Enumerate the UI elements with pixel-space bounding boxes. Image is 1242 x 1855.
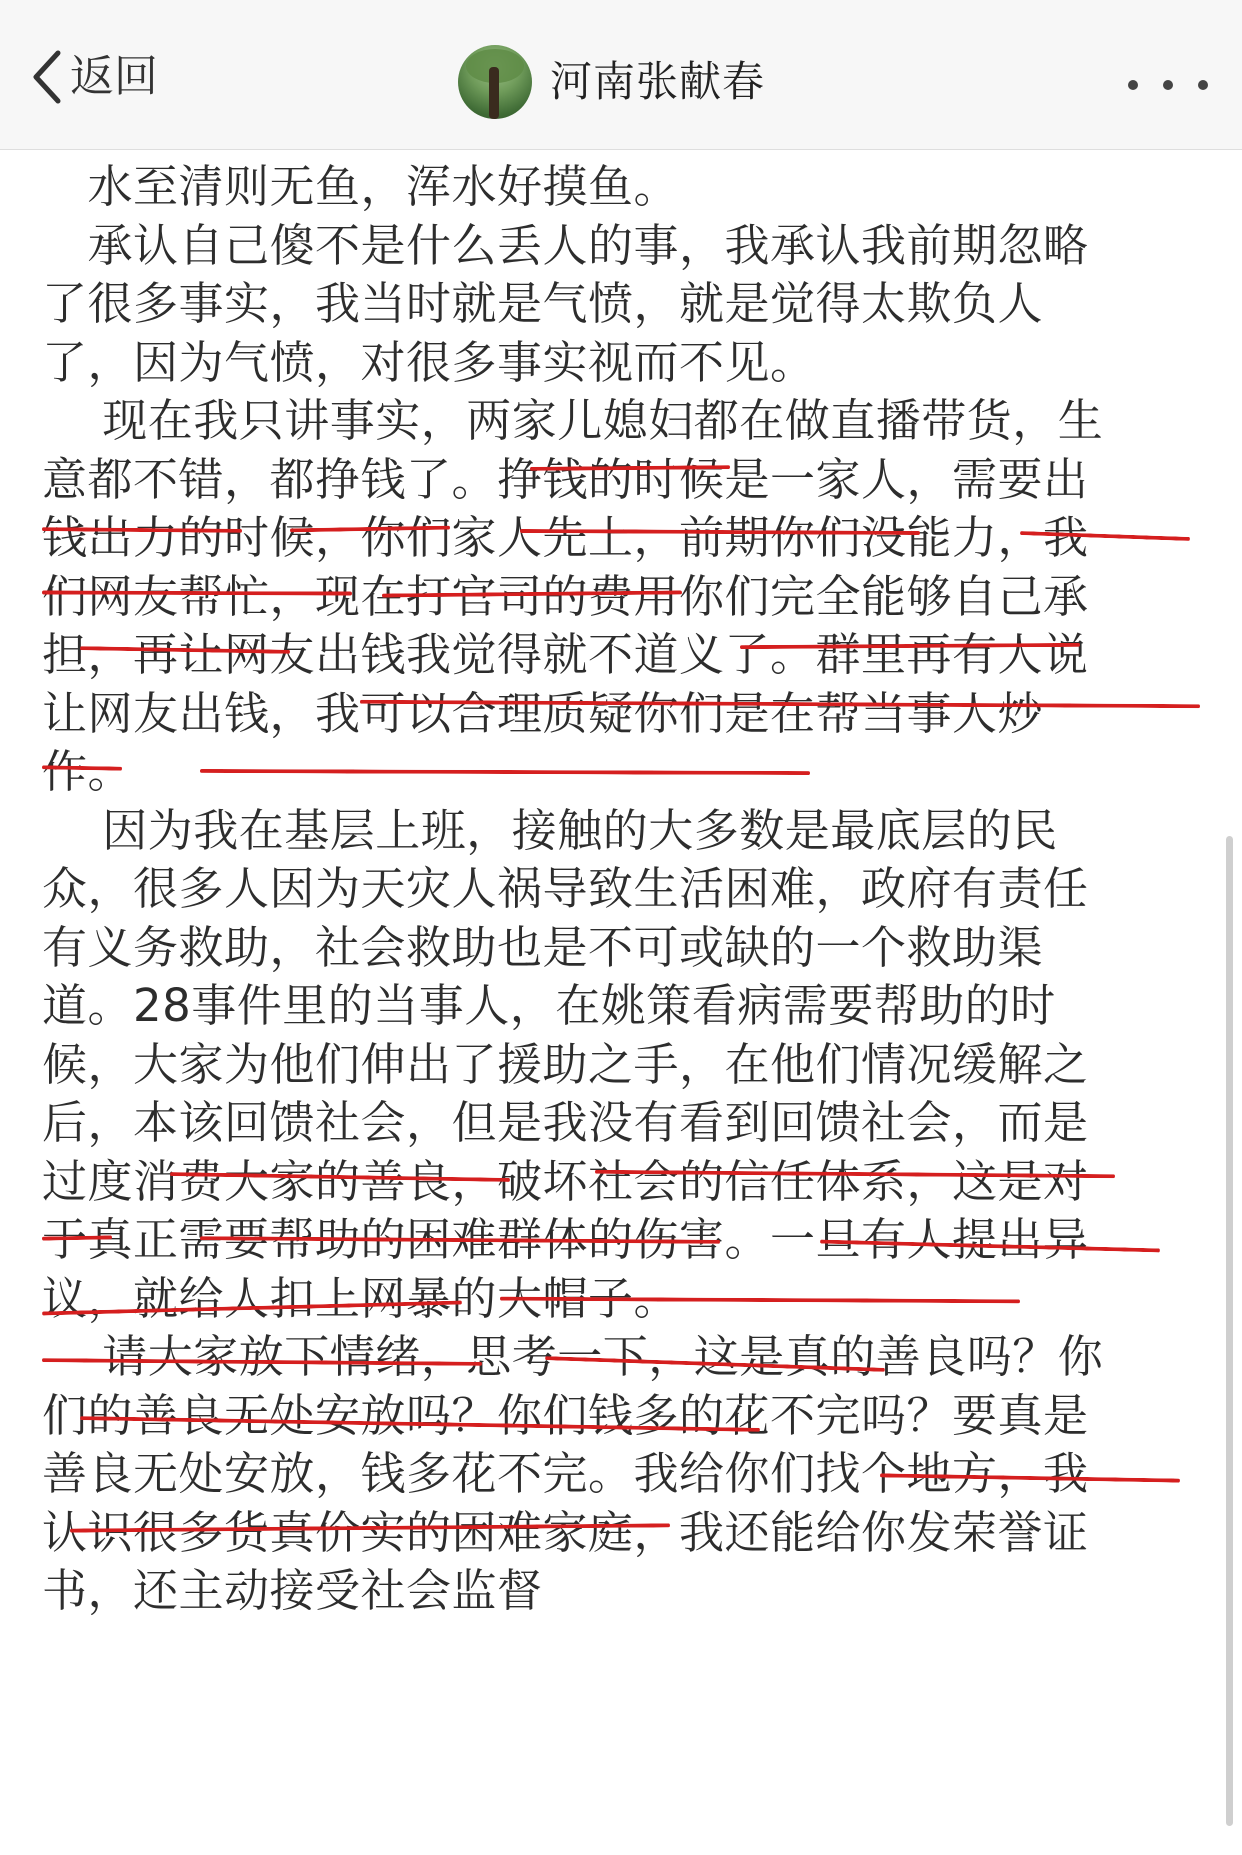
- article-body: [42, 158, 1182, 1621]
- back-button[interactable]: [30, 42, 158, 112]
- text-line: 善良无处安放，钱多花不完。我给你们找个地方，我: [42, 1447, 1089, 1500]
- avatar[interactable]: [458, 45, 532, 119]
- nav-header: [0, 0, 1242, 150]
- scrollbar[interactable]: [1226, 836, 1233, 1826]
- text-line: 承认自己傻不是什么丢人的事，我承认我前期忽略: [42, 218, 1089, 272]
- text-line: 了很多事实，我当时就是气愤，就是觉得太欺负人: [42, 277, 1044, 330]
- page-title: 河南张献春: [550, 57, 766, 106]
- text-line: 作。: [42, 745, 134, 798]
- more-dots-icon[interactable]: [1128, 70, 1208, 100]
- text-line: 因为我在基层上班，接触的大多数是最底层的民: [42, 803, 1058, 857]
- chevron-left-icon: [30, 49, 64, 105]
- text-line: 钱出力的时候，你们家人先上，前期你们没能力，我: [42, 511, 1089, 564]
- account-title[interactable]: [458, 44, 765, 120]
- text-line: 道。28事件里的当事人，在姚策看病需要帮助的时: [42, 979, 1056, 1032]
- text-line: 众，很多人因为天灾人祸导致生活困难，政府有责任: [42, 862, 1089, 915]
- text-line: 意都不错，都挣钱了。挣钱的时候是一家人，需要出: [42, 452, 1089, 506]
- back-label: 返回: [70, 51, 158, 102]
- text-line: 现在我只讲事实，两家儿媳妇都在做直播带货，生: [42, 394, 1104, 447]
- text-line: 有义务救助，社会救助也是不可或缺的一个救助渠: [42, 920, 1044, 974]
- text-line: 水至清则无鱼，浑水好摸鱼。: [42, 160, 680, 213]
- text-line: 后，本该回馈社会，但是我没有看到回馈社会，而是: [42, 1096, 1089, 1149]
- text-line: 们网友帮忙，现在打官司的费用你们完全能够自己承: [42, 569, 1089, 623]
- text-line: 认识很多货真价实的困难家庭，我还能给你发荣誉证: [42, 1505, 1089, 1559]
- text-line: 让网友出钱，我可以合理质疑你们是在帮当事人炒: [42, 686, 1044, 740]
- text-line: 了，因为气愤，对很多事实视而不见。: [42, 335, 816, 389]
- text-line: 书，还主动接受社会监督: [42, 1564, 543, 1617]
- text-line: 议，就给人扣上网暴的大帽子。: [42, 1271, 680, 1325]
- text-line: 候，大家为他们伸出了援助之手，在他们情况缓解之: [42, 1037, 1089, 1091]
- text-line: 担，再让网友出钱我觉得就不道义了。群里再有人说: [42, 628, 1089, 681]
- text-line: 请大家放下情绪，思考一下，这是真的善良吗？你: [42, 1330, 1104, 1383]
- text-line: 于真正需要帮助的困难群体的伤害。一旦有人提出异: [42, 1213, 1089, 1266]
- text-line: 们的善良无处安放吗？你们钱多的花不完吗？要真是: [42, 1388, 1089, 1442]
- text-line: 过度消费大家的善良，破坏社会的信任体系，这是对: [42, 1154, 1089, 1208]
